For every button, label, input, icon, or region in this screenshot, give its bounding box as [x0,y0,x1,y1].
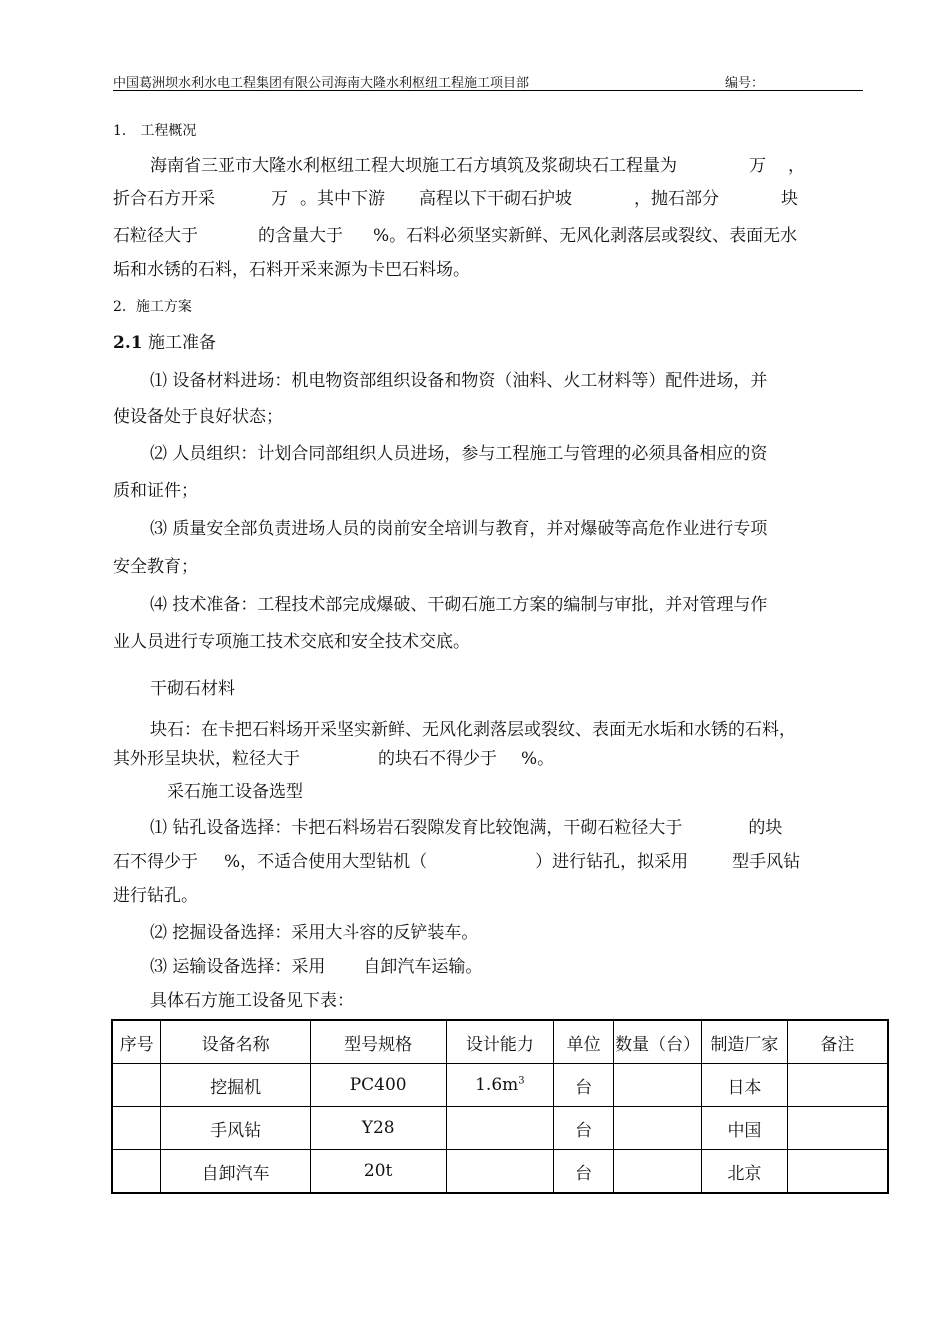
table-cell: 台 [554,1064,614,1107]
table-row [112,1107,888,1150]
paragraph-line: 折合石方开采 万 。其中下游 高程以下干砌石护坡 ，抛石部分 块 [113,189,798,209]
prep-item-2-line-2: 质和证件； [113,481,198,501]
prep-item-3-line-2: 安全教育； [113,557,198,577]
material-line-1: 块石：在卡把石料场开采坚实新鲜、无风化剥落层或裂纹、表面无水垢和水锈的石料， [150,720,796,740]
table-cell [112,1064,161,1107]
table-header-cell: 型号规格 [310,1020,446,1064]
equipment-heading: 采石施工设备选型 [167,782,303,802]
equipment-item-1-line-3: 进行钻孔。 [113,886,198,906]
table-cell: 中国 [702,1107,788,1150]
material-line-2: 其外形呈块状，粒径大于 的块石不得少于 %。 [113,749,555,769]
equipment-item-2: ⑵ 挖掘设备选择：采用大斗容的反铲装车。 [150,923,479,943]
section-2-heading: 2．施工方案 [113,299,192,315]
table-cell [446,1150,554,1194]
header-org: 中国葛洲坝水利水电工程集团有限公司海南大隆水利枢纽工程施工项目部 [113,76,530,91]
table-cell: 自卸汽车 [161,1150,310,1194]
table-cell: 挖掘机 [161,1064,310,1107]
table-header-cell: 设备名称 [161,1020,310,1064]
table-cell [112,1107,161,1150]
table-header-cell: 序号 [112,1020,161,1064]
table-cell: 北京 [702,1150,788,1194]
paragraph-line: 垢和水锈的石料，石料开采来源为卡巴石料场。 [113,260,470,280]
equipment-item-1-line-2: 石不得少于 %，不适合使用大型钻机（ ）进行钻孔，拟采用 型手风钻 [113,852,801,872]
table-cell: PC400 [310,1064,446,1107]
table-cell [446,1107,554,1150]
prep-item-1-line-2: 使设备处于良好状态； [113,407,283,427]
prep-item-1-line-1: ⑴ 设备材料进场：机电物资部组织设备和物资（油料、火工材料等）配件进场，并 [150,371,768,391]
prep-item-4-line-2: 业人员进行专项施工技术交底和安全技术交底。 [113,632,470,652]
table-cell: 日本 [702,1064,788,1107]
table-header-cell: 设计能力 [446,1020,554,1064]
table-cell [787,1150,888,1194]
page-header [113,70,863,91]
prep-item-4-line-1: ⑷ 技术准备：工程技术部完成爆破、干砌石施工方案的编制与审批，并对管理与作 [150,595,768,615]
table-cell [787,1064,888,1107]
table-row [112,1150,888,1194]
material-heading: 干砌石材料 [150,679,235,699]
table-cell: Y28 [310,1107,446,1150]
table-cell [614,1150,702,1194]
table-row [112,1064,888,1107]
equipment-item-3: ⑶ 运输设备选择：采用 自卸汽车运输。 [150,957,483,977]
prep-item-3-line-1: ⑶ 质量安全部负责进场人员的岗前安全培训与教育，并对爆破等高危作业进行专项 [150,519,768,539]
table-cell: 手风钻 [161,1107,310,1150]
table-header-cell: 单位 [554,1020,614,1064]
table-header-cell: 制造厂家 [702,1020,788,1064]
table-header-cell: 数量（台） [614,1020,702,1064]
table-cell: 台 [554,1150,614,1194]
table-cell: 20t [310,1150,446,1194]
paragraph-line: 石粒径大于 的含量大于 %。石料必须坚实新鲜、无风化剥落层或裂纹、表面无水 [113,226,798,246]
section-2-1-heading: 2.1 施工准备 [113,333,216,353]
table-cell: 台 [554,1107,614,1150]
paragraph-line: 海南省三亚市大隆水利枢纽工程大坝施工石方填筑及浆砌块石工程量为 万 ， [150,156,805,176]
section-1-heading: 1． 工程概况 [113,123,197,139]
table-cell [614,1064,702,1107]
equipment-item-1-line-1: ⑴ 钻孔设备选择：卡把石料场岩石裂隙发育比较饱满，干砌石粒径大于 的块 [150,818,783,838]
table-cell [787,1107,888,1150]
table-cell: $1.6m^3$ [446,1064,554,1107]
header-number-label: 编号： [725,76,765,91]
table-header-cell: 备注 [787,1020,888,1064]
table-header-row [112,1020,888,1064]
table-intro: 具体石方施工设备见下表： [150,991,354,1011]
table-cell [614,1107,702,1150]
table-cell [112,1150,161,1194]
prep-item-2-line-1: ⑵ 人员组织：计划合同部组织人员进场，参与工程施工与管理的必须具备相应的资 [150,444,768,464]
equipment-table [111,1019,889,1194]
